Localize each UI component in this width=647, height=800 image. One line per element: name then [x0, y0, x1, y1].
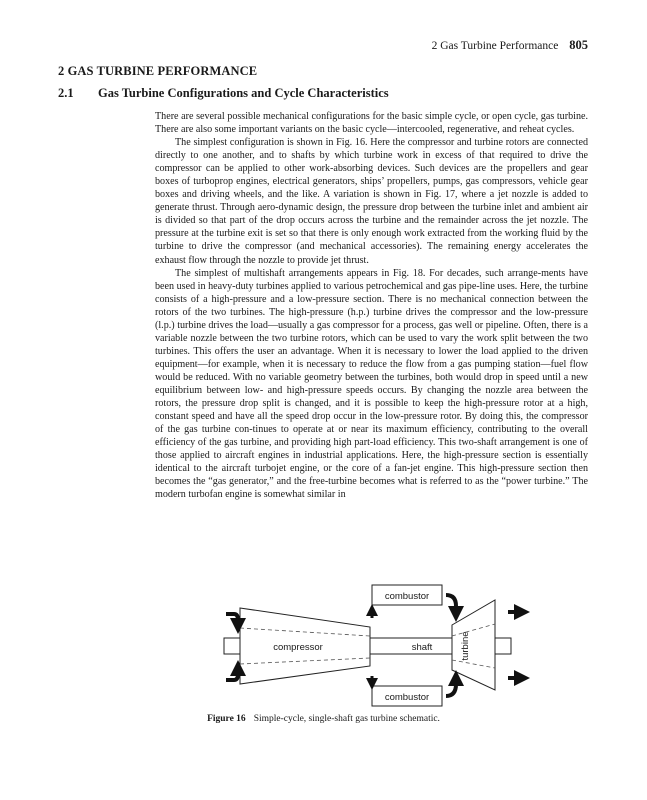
inlet-arrow-bottom-icon	[226, 668, 238, 680]
shaft-stub-left	[224, 638, 240, 654]
combustor-to-turbine-bottom-icon	[446, 678, 456, 696]
subsection-title	[58, 86, 389, 101]
turbine-body	[452, 600, 495, 690]
combustor-to-turbine-top-icon	[446, 595, 456, 614]
gas-turbine-schematic	[210, 580, 540, 710]
body-text	[155, 110, 588, 501]
combustor-top-label: combustor	[384, 591, 430, 602]
subsection-number: 2.1	[58, 86, 74, 100]
figure-caption-text: Simple-cycle, single-shaft gas turbine schematic.	[253, 714, 440, 724]
compressor-label: compressor	[273, 642, 323, 653]
figure-16	[210, 580, 540, 710]
section-title: 2 GAS TURBINE PERFORMANCE	[58, 64, 258, 78]
running-head	[0, 38, 588, 53]
figure-caption-label: Figure 16	[207, 714, 246, 724]
paragraph-1: There are several possible mechanical configurations for the basic simple cycle, or open cycle, gas turbine. There are also some important variants on the basic cycle—intercooled, regenerative, and reheat cycles.	[155, 111, 588, 136]
paragraph-3: The simplest of multishaft arrangements appears in Fig. 18. For decades, such arrange-ments have been used in heavy-duty turbines applied to various petrochemical and gas pipe-line uses. Here, the turbine consists of a high-pressure and a low-pressure section. There is no mechanical connection between the rotors of the two turbines. The high-pressure (h.p.) turbine drives the compressor and the low-pressure (l.p.) turbine drives the load—usually a gas compressor for a process, gas well or pipeline. Often, there is a variable nozzle between the two turbine rotors, which can be used to vary the work split between the two turbines. This offers the user an advantage. When it is necessary to lower the load applied to the driven equipment—for example, when it is necessary to reduce the flow from a gas pumping station—fuel flow would be reduced. With no variable geometry between the turbines, both would drop in speed until a new equilibrium between low- and high-pressure speeds occurs. By changing the nozzle area between the rotors, the pressure drop split is changed, and it is possible to keep the high-pressure rotor at a high, constant speed and have all the speed drop occur in the low-pressure rotor. By doing this, the compressor of the gas turbine con-tinues to operate at or near its maximum efficiency, contributing to the overall efficiency of the gas turbine, and providing high part-load efficiency. This two-shaft arrangement is one of those applied to aircraft engines in industrial applications. Here, the high-pressure section is essentially identical to the aircraft turbojet engine, or the core of a fan-jet engine. This high-pressure section then becomes the “gas generator,” and the free-turbine becomes what is referred to as the “power turbine.” The modern turbofan engine is somewhat similar in	[155, 267, 588, 501]
shaft-stub-right	[495, 638, 511, 654]
running-head-text: 2 Gas Turbine Performance	[431, 40, 559, 52]
page-number: 805	[569, 38, 588, 52]
inlet-arrow-top-icon	[226, 614, 238, 626]
shaft-label: shaft	[411, 642, 433, 653]
paragraph-2: The simplest configuration is shown in Fig. 16. Here the compressor and turbine rotors are connected directly to one another, and to shafts by which turbine work in excess of that required to drive the compressor can be applied to other work-absorbing devices. Such devices are the propellers and gear boxes of turboprop engines, electrical generators, ships’ propellers, pumps, gas compressors, vehicle gear boxes and driving wheels, and the like. A variation is shown in Fig. 17, where a jet nozzle is added to generate thrust. Through aero-dynamic design, the pressure drop between the turbine inlet and ambient air is divided so that part of the drop occurs across the turbine and the remainder across the jet nozzle. The pressure at the turbine exit is set so that there is only enough work extracted from the working fluid by the turbine to drive the compressor (and mechanical accessories). The remaining energy accelerates the exhaust flow through the nozzle to provide jet thrust.	[155, 137, 588, 266]
figure-caption	[0, 714, 647, 724]
turbine-label: turbine	[460, 631, 471, 661]
combustor-bottom-label: combustor	[384, 692, 430, 703]
subsection-title-text: Gas Turbine Configurations and Cycle Characteristics	[98, 86, 389, 100]
